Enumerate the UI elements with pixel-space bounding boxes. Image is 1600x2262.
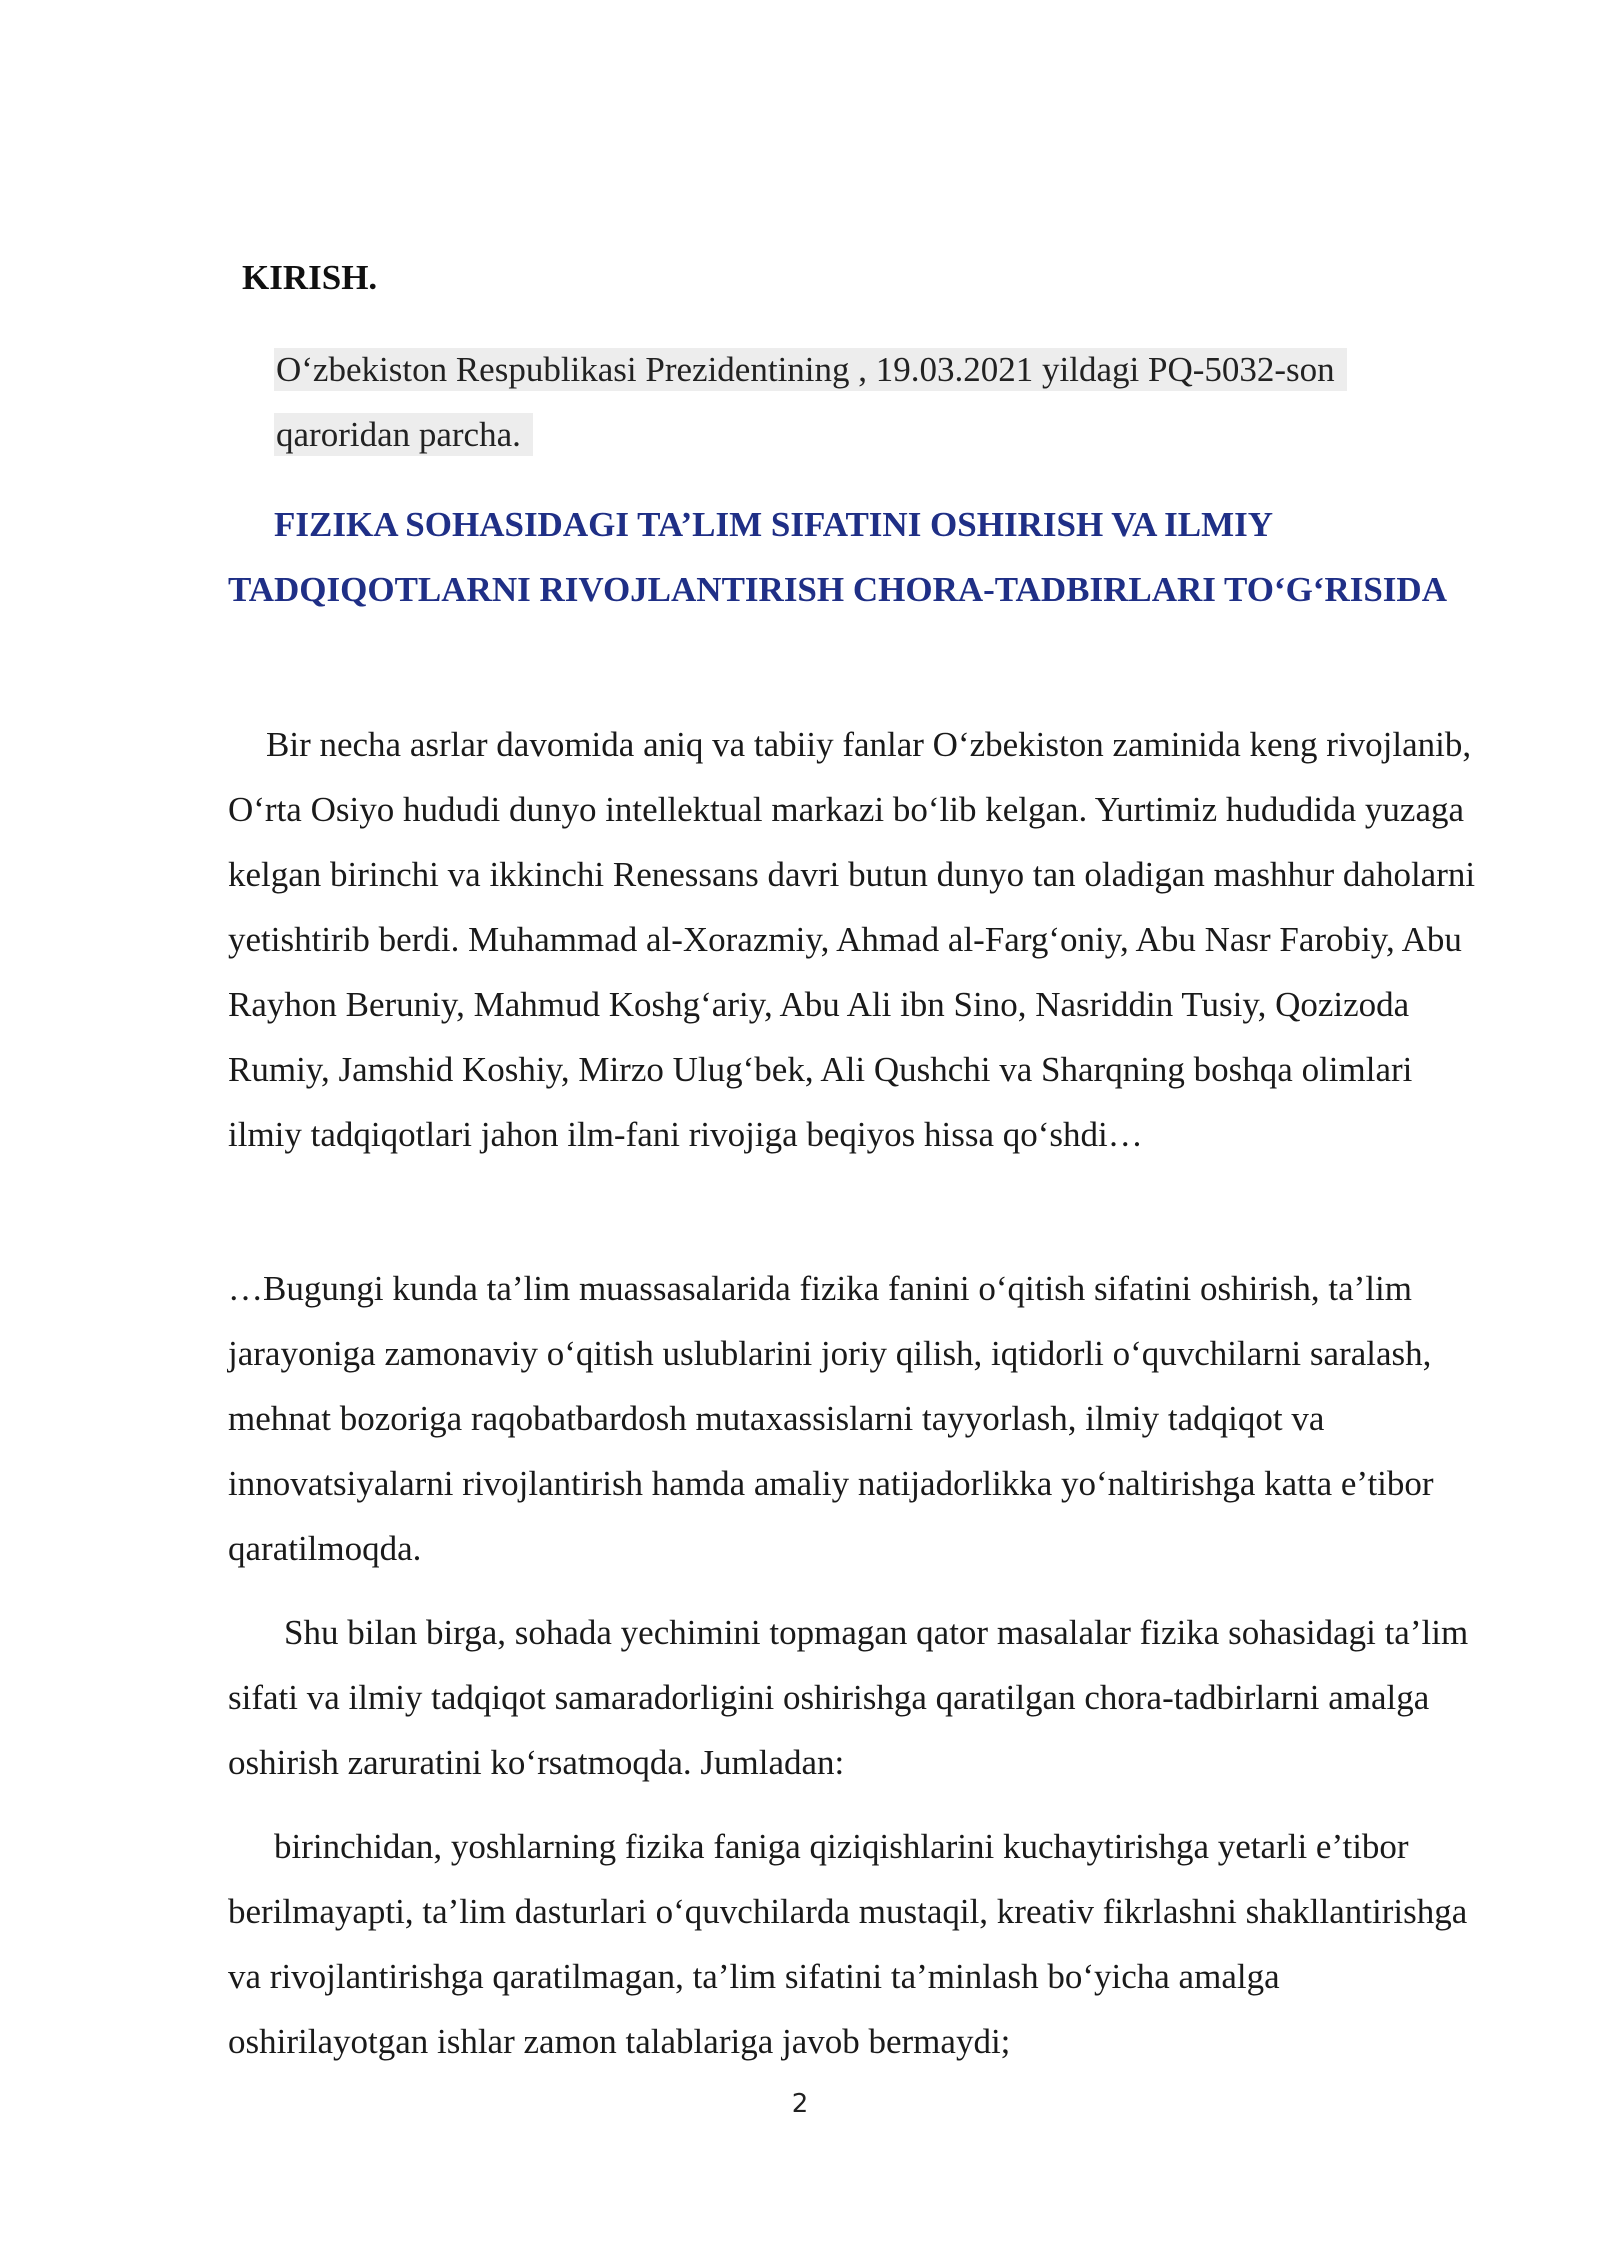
- paragraph-history: Bir necha asrlar davomida aniq va tabiiy fanlar O‘zbekiston zaminida keng rivojlanib, O‘rta Osiyo hududi dunyo intellektual markazi bo‘lib kelgan. Yurtimiz hududida yuzaga kelgan birinchi va ikkinchi Renessans davri butun dunyo tan oladigan mashhur daholarni yetishtirib berdi. Muhammad al-Xorazmiy, Ahmad al-Farg‘oniy, Abu Nasr Farobiy, Abu Rayhon Beruniy, Mahmud Koshg‘ariy, Abu Ali ibn Sino, Nasriddin Tusiy, Qozizoda Rumiy, Jamshid Koshiy, Mirzo Ulug‘bek, Ali Qushchi va Sharqning boshqa olimlari ilmiy tadqiqotlari jahon ilm-fani rivojiga beqiyos hissa qo‘shdi…: [228, 725, 1476, 1154]
- paragraph-problems: Shu bilan birga, sohada yechimini topmagan qator masalalar fizika sohasidagi ta’lim sifati va ilmiy tadqiqot samaradorligini oshirishga qaratilgan chora-tadbirlarni amalga oshirish zaruratini ko‘rsatmoqda. Jumladan:: [228, 1613, 1469, 1782]
- excerpt-line-1: O‘zbekiston Respublikasi Prezidentining , 19.03.2021 yildagi PQ-5032-son: [274, 348, 1347, 391]
- section-title: KIRISH.: [242, 258, 378, 297]
- page-number: 2: [791, 2089, 809, 2119]
- paragraph-current-state: …Bugungi kunda ta’lim muassasalarida fizika fanini o‘qitish sifatini oshirish, ta’lim jarayoniga zamonaviy o‘qitish uslublarini joriy qilish, iqtidorli o‘quvchilarni saralash, mehnat bozoriga raqobatbardosh mutaxassislarni tayyorlash, ilmiy tadqiqot va innovatsiyalarni rivojlantirish hamda amaliy natijadorlikka yo‘naltirishga katta e’tibor qaratilmoqda.: [228, 1269, 1434, 1568]
- paragraph-first-problem: birinchidan, yoshlarning fizika faniga qiziqishlarini kuchaytirishga yetarli e’tibor berilmayapti, ta’lim dasturlari o‘quvchilarda mustaqil, kreativ fikrlashni shakllantirishga va rivojlantirishga qaratilmagan, ta’lim sifatini ta’minlash bo‘yicha amalga oshirilayotgan ishlar zamon talablariga javob bermaydi;: [228, 1827, 1468, 2061]
- decree-title: FIZIKA SOHASIDAGI TA’LIM SIFATINI OSHIRISH VA ILMIY TADQIQOTLARNI RIVOJLANTIRISH CHORA-TADBIRLARI TO‘G‘RISIDA: [228, 505, 1447, 609]
- excerpt-line-2: qaroridan parcha.: [274, 413, 533, 456]
- decree-excerpt-note: [274, 337, 1424, 467]
